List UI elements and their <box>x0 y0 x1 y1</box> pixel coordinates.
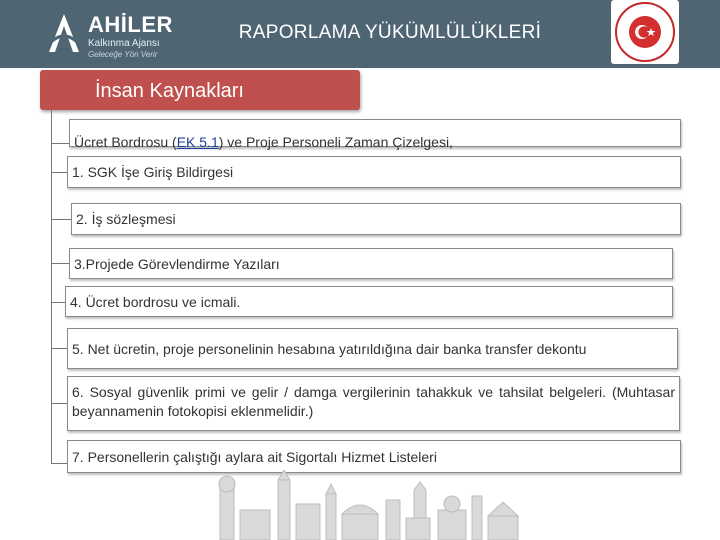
tree-branch <box>51 172 67 173</box>
tree-branch <box>51 302 65 303</box>
brand-slogan: Geleceğe Yön Verir <box>88 50 158 59</box>
brand-subtitle: Kalkınma Ajansı <box>88 38 160 49</box>
ministry-seal <box>611 0 679 64</box>
tree-branch <box>51 143 69 144</box>
tree-branch <box>51 348 67 349</box>
tree-branch <box>51 463 67 464</box>
item-text: 2. İş sözleşmesi <box>76 211 176 227</box>
ek-5-1-link[interactable]: EK 5.1 <box>176 134 219 150</box>
tree-branch <box>51 219 71 220</box>
item-text: 6. Sosyal güvenlik primi ve gelir / damga vergilerinin tahakkuk ve tahsilat belgeleri. (Muhtasar beyannamenin fotokopisi eklenmelidir.) <box>72 384 675 419</box>
header-bar <box>0 0 720 68</box>
list-item <box>65 286 673 317</box>
item-text: 4. Ücret bordrosu ve icmali. <box>70 293 241 310</box>
item-text-prefix: Ücret Bordrosu ( <box>74 134 177 150</box>
ahiler-logo-icon <box>46 12 82 54</box>
tree-connector <box>51 110 52 463</box>
section-title: İnsan Kaynakları <box>95 80 244 102</box>
list-item <box>69 248 673 279</box>
page-title: RAPORLAMA YÜKÜMLÜLÜKLERİ <box>238 22 542 43</box>
list-item <box>69 119 681 150</box>
ahiler-logo <box>46 10 186 58</box>
list-item <box>67 328 678 369</box>
item-text: 7. Personellerin çalıştığı aylara ait Sigortalı Hizmet Listeleri <box>72 448 437 465</box>
list-item <box>71 203 681 235</box>
item-text-suffix: ) ve Proje Personeli Zaman Çizelgesi, <box>218 134 453 150</box>
list-item <box>67 156 681 188</box>
section-header <box>40 70 360 110</box>
city-skyline-illustration <box>200 470 530 540</box>
item-text: 1. SGK İşe Giriş Bildirgesi <box>72 164 234 180</box>
item-text: 5. Net ücretin, proje personelinin hesabına yatırıldığına dair banka transfer dekontu <box>72 340 587 357</box>
tree-branch <box>51 403 67 404</box>
tree-branch <box>51 263 69 264</box>
list-item <box>67 440 681 473</box>
item-text: 3.Projede Görevlendirme Yazıları <box>74 255 280 272</box>
ministry-seal-icon <box>611 0 679 64</box>
list-item <box>67 376 680 431</box>
brand-name: AHİLER <box>88 12 173 37</box>
